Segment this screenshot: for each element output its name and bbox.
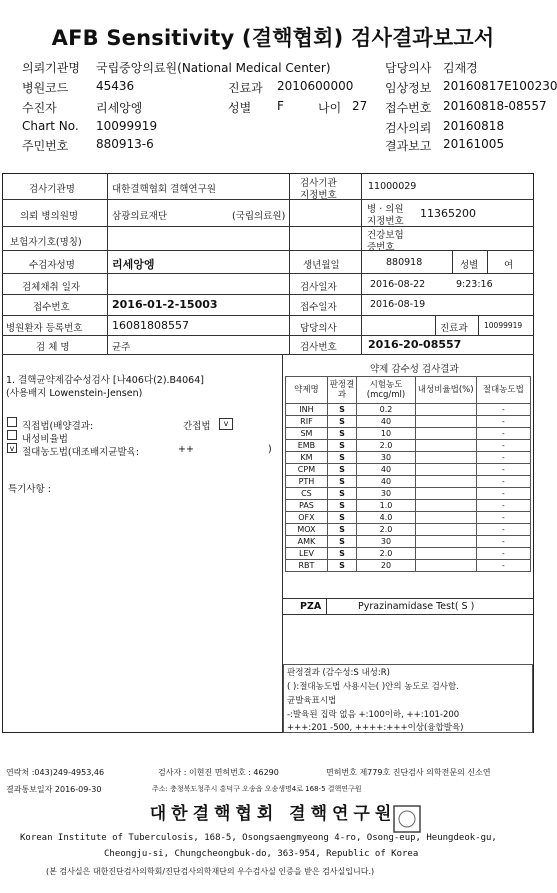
cell-drug: INH xyxy=(286,404,328,416)
cell-conc: 30 xyxy=(357,536,416,548)
cell-result: S xyxy=(327,548,356,560)
cell-ratio xyxy=(415,476,476,488)
cell-drug: EMB xyxy=(286,440,328,452)
footer-license: 면허번호 제779호 진단검사 의학전문의 신소연 xyxy=(326,768,491,777)
receipt-no-label: 접수번호 xyxy=(385,101,432,115)
receipt-date-label: 접수일자 xyxy=(300,302,337,313)
susceptibility-row xyxy=(286,548,531,560)
cell-result: S xyxy=(327,476,356,488)
notes-label: 특기사항 : xyxy=(8,484,51,495)
col-divider xyxy=(107,173,108,354)
hosp-no-label-2: 지정번호 xyxy=(367,216,404,227)
cell-result: S xyxy=(327,416,356,428)
absolute-close-paren: ) xyxy=(268,444,272,455)
patient-name-label: 수검자성명 xyxy=(29,260,75,271)
cell-conc: 30 xyxy=(357,452,416,464)
test-date-label: 검사일자 xyxy=(300,282,337,293)
test-no-label: 검사번호 xyxy=(300,342,337,353)
insured-label: 보험자기호(명칭) xyxy=(10,237,82,248)
pza-bottom-line xyxy=(283,614,533,615)
cell-drug: PTH xyxy=(286,476,328,488)
cell-result: S xyxy=(327,428,356,440)
cell-conc: 30 xyxy=(357,488,416,500)
cell-conc: 1.0 xyxy=(357,500,416,512)
receptor-label: 진료과 xyxy=(440,323,468,334)
hosp-reg-value: 16081808557 xyxy=(112,319,189,332)
doctor-value: 김재경 xyxy=(443,61,478,75)
footer-address-en2: Cheongju-si, Chungcheongbuk-do, 363-954, Republic of Korea xyxy=(104,849,419,859)
susceptibility-row xyxy=(286,512,531,524)
row-divider xyxy=(2,250,534,251)
cell-drug: MOX xyxy=(286,524,328,536)
collect-date-label: 검체채취 일자 xyxy=(22,282,81,293)
cell-ratio xyxy=(415,512,476,524)
cell-abs: - xyxy=(476,404,530,416)
susceptibility-row xyxy=(286,524,531,536)
method-heading: 1. 결핵균약제감수성검사 [나406다(2).B4064] xyxy=(6,375,204,386)
susceptibility-title: 약제 감수성 검사결과 xyxy=(370,364,459,375)
cell-abs: - xyxy=(476,428,530,440)
pza-value: Pyrazinamidase Test( S ) xyxy=(358,601,475,612)
cell-drug: RIF xyxy=(286,416,328,428)
footer-report-date: 결과통보일자 2016-09-30 xyxy=(6,785,102,794)
col-divider xyxy=(487,250,488,273)
direct-label: 직접법(배양결과: xyxy=(22,421,94,432)
report-title: AFB Sensitivity (결핵협회) 검사결과보고서 xyxy=(51,26,495,50)
cell-abs: - xyxy=(476,536,530,548)
age-label: 나이 xyxy=(318,101,342,115)
footer-address-kr: 주소: 충청북도청주시 흥덕구 오송읍 오송생명4로 168-5 결핵연구원 xyxy=(152,785,362,793)
test-date-value: 2016-08-22 xyxy=(370,279,426,290)
id-value: 880913-6 xyxy=(96,137,154,151)
cell-drug: AMK xyxy=(286,536,328,548)
lab-org-value: 대한결핵협회 결핵연구원 xyxy=(112,184,216,195)
sex-value: F xyxy=(277,99,284,113)
test-time-value: 9:23:16 xyxy=(456,279,493,290)
footer-notice: (본 검사실은 대한진단검사의학회/진단검사의학재단의 우수검사실 인증을 받은 검사실입니다.) xyxy=(46,867,375,876)
cell-result: S xyxy=(327,560,356,572)
cell-abs: - xyxy=(476,512,530,524)
cell-result: S xyxy=(327,500,356,512)
cell-conc: 2.0 xyxy=(357,524,416,536)
row-divider xyxy=(2,273,534,274)
cell-drug: CPM xyxy=(286,464,328,476)
receptor-value: 10099919 xyxy=(484,321,523,330)
requesting-org-value: 국립중앙의료원(National Medical Center) xyxy=(96,61,331,75)
hosp-reg-label: 병원환자 등록번호 xyxy=(6,323,83,334)
cell-drug: CS xyxy=(286,488,328,500)
dob-value: 880918 xyxy=(386,257,423,268)
susceptibility-table xyxy=(285,376,531,572)
indirect-label: 간접법 xyxy=(183,421,211,432)
req-hosp-label: 의뢰 병의원명 xyxy=(20,211,79,222)
cell-ratio xyxy=(415,452,476,464)
cell-abs: - xyxy=(476,416,530,428)
susceptibility-row xyxy=(286,452,531,464)
cell-ratio xyxy=(415,500,476,512)
cell-result: S xyxy=(327,404,356,416)
receipt-no-form-value: 2016-01-2-15003 xyxy=(112,298,218,311)
footer-tester: 검사자 : 이현진 면허번호 : 46290 xyxy=(158,768,279,777)
row-divider xyxy=(2,199,534,200)
age-value: 27 xyxy=(352,99,368,113)
official-seal-icon xyxy=(392,804,422,834)
direct-checkbox xyxy=(7,417,17,427)
susceptibility-row xyxy=(286,488,531,500)
cell-drug: OFX xyxy=(286,512,328,524)
cell-conc: 40 xyxy=(357,416,416,428)
legend-line3: 균발육표시법 xyxy=(287,696,337,706)
cell-conc: 0.2 xyxy=(357,404,416,416)
cell-ratio xyxy=(415,404,476,416)
cell-drug: LEV xyxy=(286,548,328,560)
hosp-no-value: 11365200 xyxy=(420,207,476,220)
col-drug: 약제명 xyxy=(286,377,328,404)
cell-abs: - xyxy=(476,452,530,464)
cell-result: S xyxy=(327,512,356,524)
attending-label: 담당의사 xyxy=(300,323,337,334)
cell-ratio xyxy=(415,428,476,440)
dept-label: 진료과 xyxy=(228,81,263,95)
row-divider xyxy=(2,294,534,295)
cell-ratio xyxy=(415,560,476,572)
footer-institute-name: 대한결핵협회 결핵연구원 xyxy=(149,804,397,824)
cell-ratio xyxy=(415,440,476,452)
patient-label: 수진자 xyxy=(22,101,57,115)
col-divider xyxy=(452,250,453,273)
col-divider xyxy=(435,315,436,335)
receipt-date-value: 2016-08-19 xyxy=(370,299,426,310)
susceptibility-row xyxy=(286,404,531,416)
id-label: 주민번호 xyxy=(22,139,69,153)
lab-no-label-1: 검사기관 xyxy=(300,178,337,189)
row-divider xyxy=(2,335,534,336)
report-date-value: 20161005 xyxy=(443,137,505,151)
cell-ratio xyxy=(415,548,476,560)
cell-abs: - xyxy=(476,476,530,488)
cell-result: S xyxy=(327,440,356,452)
col-ratio: 내성비율법(%) xyxy=(415,377,476,404)
receipt-no-value: 20160818-08557 xyxy=(443,99,547,113)
cell-result: S xyxy=(327,488,356,500)
row-divider xyxy=(2,315,534,316)
cell-result: S xyxy=(327,464,356,476)
cell-abs: - xyxy=(476,560,530,572)
legend-line2: ( ):절대농도법 사용시는( )안의 농도로 검사함. xyxy=(287,682,459,692)
cell-conc: 4.0 xyxy=(357,512,416,524)
absolute-growth: ++ xyxy=(178,444,194,455)
chart-no-value: 10099919 xyxy=(96,119,158,133)
cell-result: S xyxy=(327,452,356,464)
legend-line5: +++:201 -500, ++++:+++이상(융합발육) xyxy=(287,723,464,733)
cell-drug: KM xyxy=(286,452,328,464)
cell-conc: 2.0 xyxy=(357,548,416,560)
form-sex-value: 여 xyxy=(504,260,514,271)
req-hosp-value2: (국립의료원) xyxy=(232,211,286,222)
cell-ratio xyxy=(415,536,476,548)
cell-result: S xyxy=(327,524,356,536)
susceptibility-row xyxy=(286,416,531,428)
lab-org-label: 검사기관명 xyxy=(29,184,75,195)
cell-ratio xyxy=(415,416,476,428)
cell-conc: 40 xyxy=(357,464,416,476)
cell-abs: - xyxy=(476,440,530,452)
patient-name-value: 리세앙엥 xyxy=(112,258,155,271)
dept-value: 2010600000 xyxy=(277,79,354,93)
susceptibility-row xyxy=(286,464,531,476)
col-conc: 시험농도(mcg/ml) xyxy=(357,377,416,404)
receipt-no-form-label: 접수번호 xyxy=(33,302,70,313)
lab-no-label-2: 지정번호 xyxy=(300,190,337,201)
cell-conc: 40 xyxy=(357,476,416,488)
request-date-label: 검사의뢰 xyxy=(385,121,432,135)
cell-conc: 20 xyxy=(357,560,416,572)
susceptibility-row xyxy=(286,536,531,548)
doctor-label: 담당의사 xyxy=(385,61,432,75)
test-no-value: 2016-20-08557 xyxy=(368,338,462,351)
cell-abs: - xyxy=(476,524,530,536)
cell-result: S xyxy=(327,536,356,548)
health-no-label-1: 건강보험 xyxy=(367,230,404,241)
clinical-info-value: 20160817E100230 xyxy=(443,79,557,93)
legend-line1: 판정결과 (감수성:S 내성:R) xyxy=(287,668,390,678)
clinical-info-label: 임상정보 xyxy=(385,81,432,95)
susceptibility-row xyxy=(286,500,531,512)
proportion-label: 내성비율법 xyxy=(22,434,68,445)
hospital-code-value: 45436 xyxy=(96,79,135,93)
row-divider xyxy=(2,226,534,227)
absolute-checkbox: v xyxy=(7,443,17,453)
proportion-checkbox xyxy=(7,430,17,440)
cell-ratio xyxy=(415,524,476,536)
cell-drug: RBT xyxy=(286,560,328,572)
cell-ratio xyxy=(415,488,476,500)
cell-abs: - xyxy=(476,500,530,512)
pza-top-line xyxy=(283,598,533,599)
cell-conc: 10 xyxy=(357,428,416,440)
susceptibility-row xyxy=(286,476,531,488)
chart-no-label: Chart No. xyxy=(22,119,79,133)
req-hosp-value: 삼광의료재단 xyxy=(112,211,168,222)
health-no-label-2: 증번호 xyxy=(367,242,395,253)
col-divider xyxy=(478,315,479,335)
patient-value: 리세앙엥 xyxy=(96,101,143,115)
method-medium: (사용배지 Lowenstein-Jensen) xyxy=(6,388,143,399)
lab-no-value: 11000029 xyxy=(368,181,417,192)
susceptibility-row xyxy=(286,560,531,572)
susceptibility-row xyxy=(286,428,531,440)
row-divider xyxy=(2,354,534,355)
request-date-value: 20160818 xyxy=(443,119,505,133)
col-divider xyxy=(289,173,290,354)
specimen-label: 검 체 명 xyxy=(36,342,70,353)
form-sex-label: 성별 xyxy=(460,260,479,271)
requesting-org-label: 의뢰기관명 xyxy=(22,61,80,75)
footer-address-en1: Korean Institute of Tuberculosis, 168-5, Osongsaengmyeong 4-ro, Osong-eup, Heungdeok-gu, xyxy=(20,833,497,843)
footer-contact: 연락처 :043)249-4953,46 xyxy=(6,768,105,777)
cell-ratio xyxy=(415,464,476,476)
cell-abs: - xyxy=(476,488,530,500)
pza-divider xyxy=(326,598,327,614)
specimen-value: 균주 xyxy=(112,342,131,353)
col-absolute: 절대농도법 xyxy=(476,377,530,404)
indirect-checkbox: v xyxy=(219,418,233,430)
hosp-no-label-1: 병 · 의원 xyxy=(367,204,404,215)
cell-abs: - xyxy=(476,548,530,560)
dob-label: 생년월일 xyxy=(303,260,340,271)
report-date-label: 결과보고 xyxy=(385,139,432,153)
cell-drug: SM xyxy=(286,428,328,440)
cell-conc: 2.0 xyxy=(357,440,416,452)
legend-line4: -:발육된 집락 없음 +:100이하, ++:101-200 xyxy=(287,710,460,720)
cell-abs: - xyxy=(476,464,530,476)
hospital-code-label: 병원코드 xyxy=(22,81,69,95)
cell-drug: PAS xyxy=(286,500,328,512)
susceptibility-row xyxy=(286,440,531,452)
absolute-label: 절대농도법(대조배지균발육: xyxy=(22,447,140,458)
col-result: 판정결과 xyxy=(327,377,356,404)
col-divider xyxy=(361,173,362,354)
sex-label: 성별 xyxy=(228,101,252,115)
pza-label: PZA xyxy=(300,601,322,612)
